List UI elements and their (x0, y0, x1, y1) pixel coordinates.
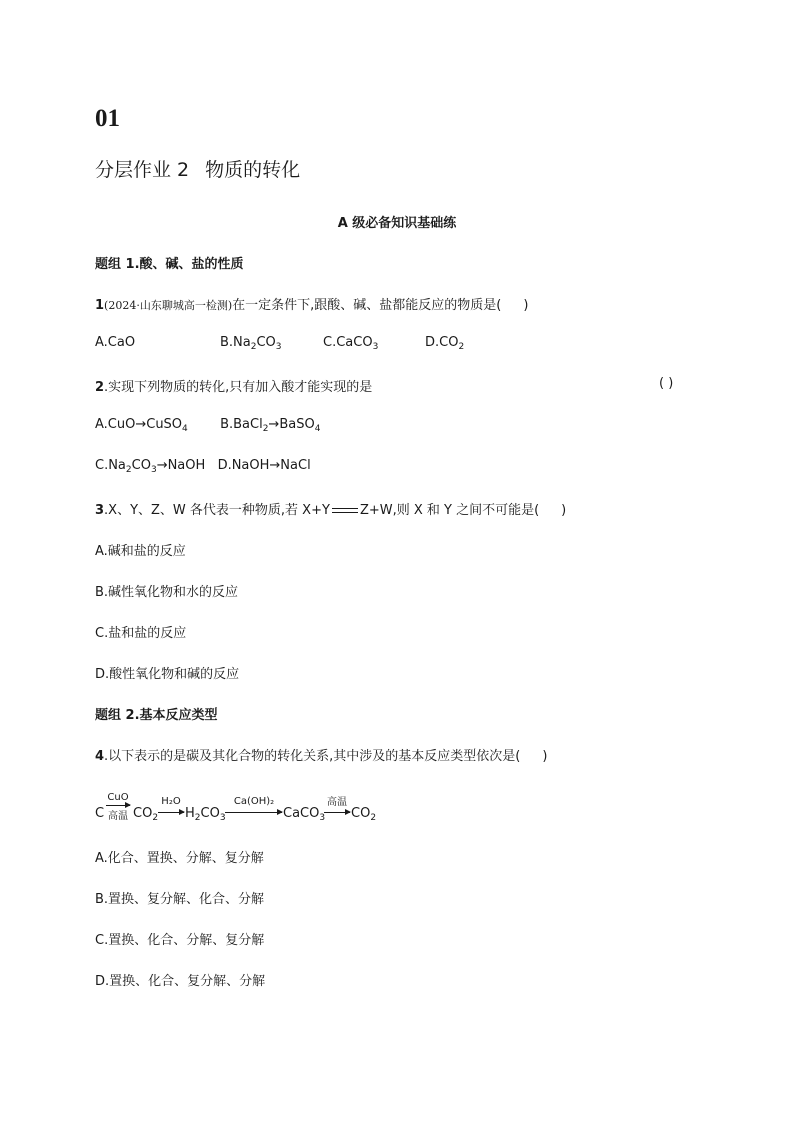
question-1-number: 1 (95, 298, 105, 313)
option-2a (95, 417, 188, 432)
option-2c-text2: →NaOH (156, 458, 206, 473)
sub: 3 (275, 342, 282, 352)
sub: 4 (182, 424, 188, 434)
chain-caco3 (283, 806, 325, 821)
option-1b: $B.Na_2CO_3$ (220, 335, 282, 352)
option-3c: C.盐和盐的反应 (95, 626, 187, 641)
question-2-paren: ( ) (659, 376, 674, 391)
sub: 3 (319, 813, 326, 823)
option-1a: A.CaO (95, 335, 136, 350)
sub: 2 (125, 465, 132, 475)
option-3a: A.碱和盐的反应 (95, 544, 186, 559)
chain-cond1-bottom: 高温 (108, 811, 128, 822)
arrow-3 (225, 812, 282, 813)
question-3-paren-close: ) (561, 503, 567, 518)
chain-co2-text: CO (133, 806, 153, 821)
option-4c: C.置换、化合、分解、复分解 (95, 933, 265, 948)
option-1b-text: B.Na (220, 335, 251, 350)
sub: 3 (150, 465, 157, 475)
question-2-number: 2 (95, 380, 105, 395)
chain-h2co3-text: H (185, 806, 195, 821)
question-4 (95, 745, 547, 764)
sub: 3 (372, 342, 379, 352)
option-1c-text: C.CaCO (323, 335, 373, 350)
sub: 2 (370, 813, 377, 823)
question-1-paren-close: ) (523, 298, 529, 313)
sub: 4 (314, 424, 321, 434)
sub: 3 (219, 813, 226, 823)
option-2d: D.NaOH→NaCl (217, 458, 311, 473)
question-3-text-b: Z+W,则 X 和 Y 之间不可能是( (359, 503, 540, 518)
page-title (95, 155, 300, 182)
question-1-text: 在一定条件下,跟酸、碱、盐都能反应的物质是( (232, 298, 502, 313)
title-part-b: 物质的转化 (205, 159, 301, 181)
chain-cond4-top: 高温 (327, 797, 347, 808)
question-1 (95, 294, 528, 313)
sub: 2 (152, 813, 159, 823)
chain-h2co3: $H_2CO_3$ (185, 806, 226, 823)
option-4a: A.化合、置换、分解、复分解 (95, 851, 264, 866)
question-4-number: 4 (95, 749, 105, 764)
chain-cond2-top: H₂O (161, 796, 181, 807)
section-number: 01 (95, 105, 120, 132)
chain-cond3-top: Ca(OH)₂ (233, 796, 275, 807)
question-4-paren-close: ) (542, 749, 548, 764)
sub: 2 (194, 813, 201, 823)
chain-c: C (95, 806, 105, 821)
option-3d: D.酸性氧化物和碱的反应 (95, 667, 240, 682)
group-heading-2: 题组 2.基本反应类型 (95, 708, 218, 723)
question-4-text: .以下表示的是碳及其化合物的转化关系,其中涉及的基本反应类型依次是( (104, 749, 521, 764)
equal-sign (330, 504, 360, 517)
chain-caco3-text: CaCO (283, 806, 320, 821)
arrow-4 (324, 812, 350, 813)
option-2b-text: B.BaCl (220, 417, 263, 432)
sub: 2 (262, 424, 269, 434)
option-2a-text: A.CuO→CuSO (95, 417, 183, 432)
option-2c: $C.Na_2CO_3\to NaOH$ (95, 458, 206, 475)
question-2-text: .实现下列物质的转化,只有加入酸才能实现的是 (104, 380, 373, 395)
question-2-options-row2 (95, 458, 311, 473)
chain-co2b-text: CO (351, 806, 371, 821)
option-2b-text2: →BaSO (268, 417, 315, 432)
chain-co2b (351, 806, 376, 821)
level-heading: A 级必备知识基础练 (337, 216, 457, 231)
option-1d (425, 335, 464, 350)
question-3 (95, 499, 566, 518)
option-1d-text: D.CO (425, 335, 459, 350)
option-2c-text: C.Na (95, 458, 126, 473)
arrow-2 (158, 812, 184, 813)
option-3b: B.碱性氧化物和水的反应 (95, 585, 239, 600)
question-2-options-row1 (95, 417, 320, 432)
option-4d: D.置换、化合、复分解、分解 (95, 974, 266, 989)
question-3-text-a: .X、Y、Z、W 各代表一种物质,若 X+Y (104, 503, 330, 518)
arrow-1 (106, 805, 130, 806)
sub: 2 (458, 342, 465, 352)
group-heading-1: 题组 1.酸、碱、盐的性质 (95, 257, 244, 272)
title-part-a: 分层作业 2 (95, 159, 190, 181)
question-3-number: 3 (95, 503, 105, 518)
sub: 2 (250, 342, 257, 352)
option-1c (323, 335, 378, 350)
option-4b: B.置换、复分解、化合、分解 (95, 892, 265, 907)
question-1-source: (2024·山东聊城高一检测) (104, 299, 233, 312)
chain-cond1-top: CuO (107, 792, 129, 803)
question-2 (95, 376, 372, 395)
chain-co2 (133, 806, 158, 821)
option-2b (220, 417, 320, 432)
